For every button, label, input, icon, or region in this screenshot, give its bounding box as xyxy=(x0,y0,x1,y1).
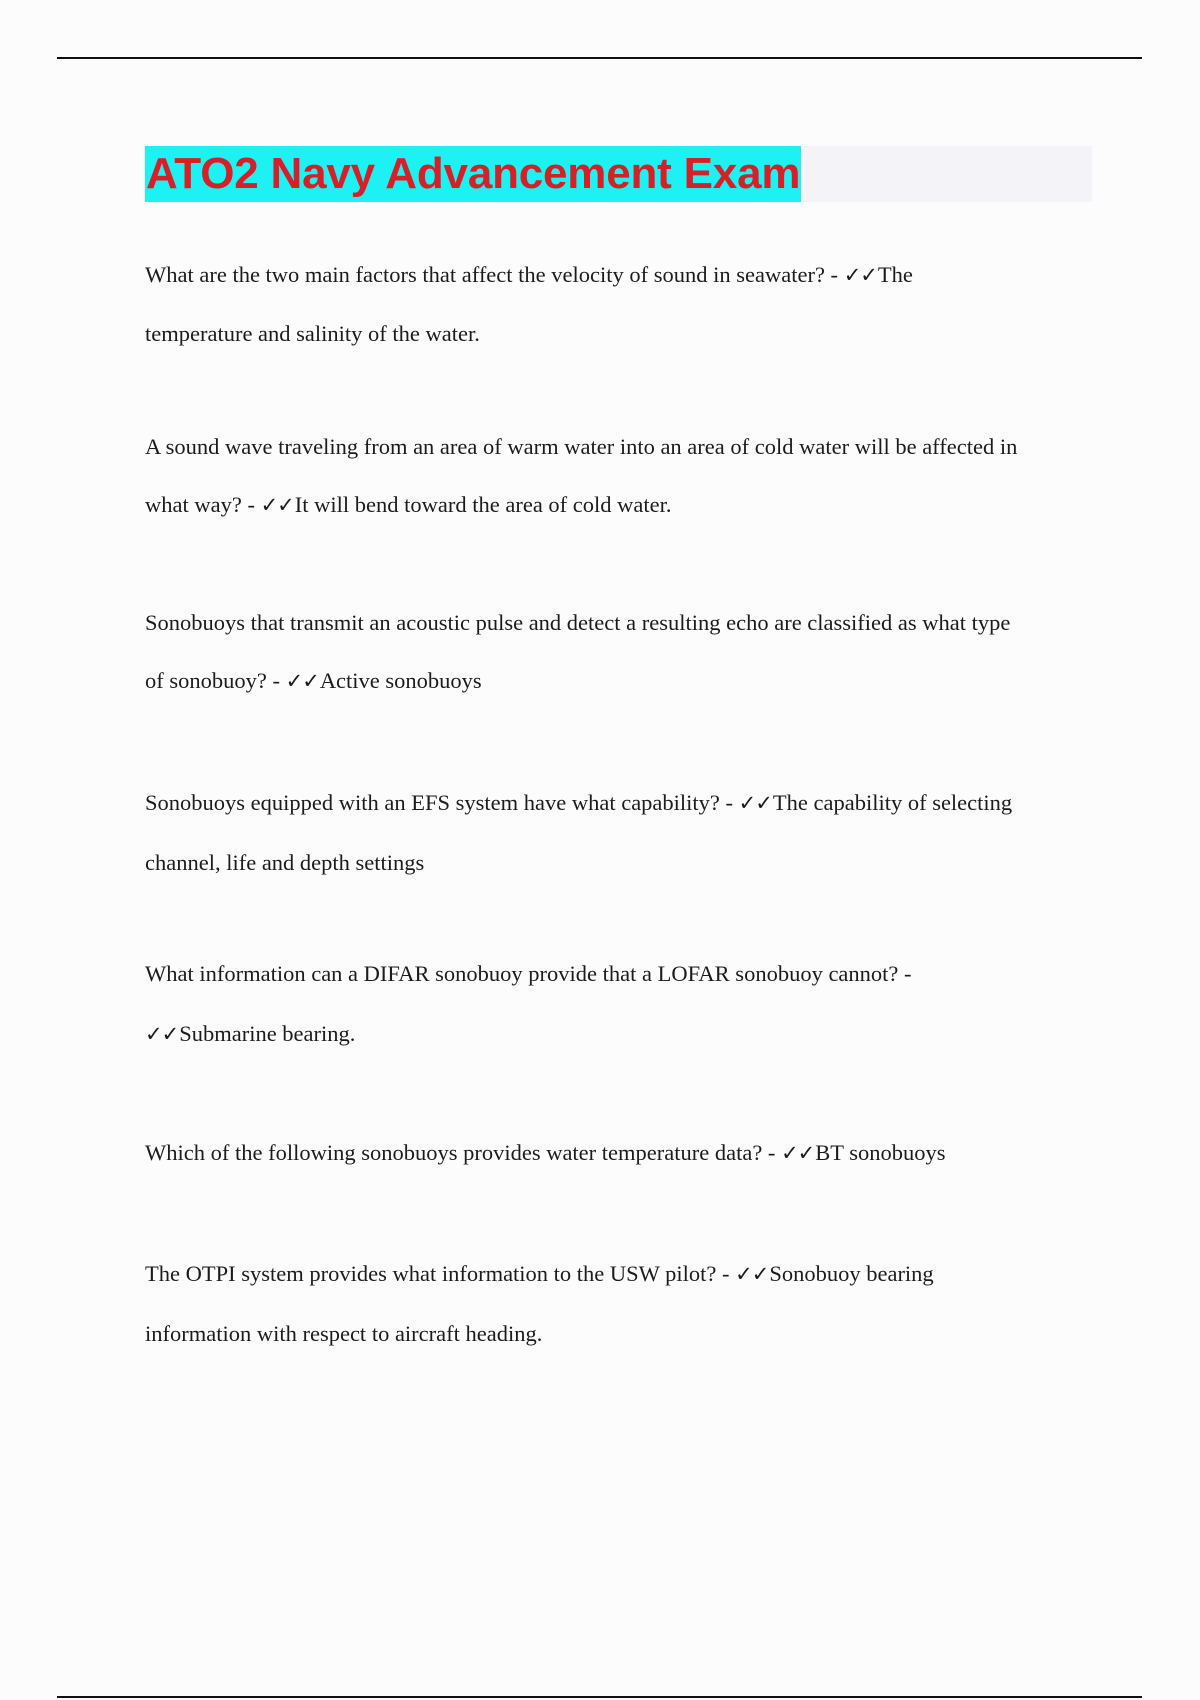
qa-line xyxy=(145,261,913,289)
qa-line xyxy=(145,1020,355,1048)
check-mark-icon: ✓✓ xyxy=(735,1262,769,1286)
check-mark-icon: ✓✓ xyxy=(285,669,319,693)
top-rule xyxy=(57,57,1142,59)
qa-line xyxy=(145,433,1017,461)
qa-line xyxy=(145,1139,946,1167)
question-text: what way? - xyxy=(145,492,255,517)
qa-line xyxy=(145,667,482,695)
answer-text: BT sonobuoys xyxy=(815,1140,946,1165)
qa-line xyxy=(145,1320,542,1348)
qa-line xyxy=(145,609,1010,637)
answer-text: The xyxy=(877,262,913,287)
check-mark-icon: ✓✓ xyxy=(738,791,772,815)
qa-line xyxy=(145,789,1012,817)
qa-line xyxy=(145,320,480,348)
title-highlight xyxy=(145,146,801,202)
check-mark-icon: ✓✓ xyxy=(260,493,294,517)
check-mark-icon: ✓✓ xyxy=(781,1141,815,1165)
qa-line xyxy=(145,960,912,988)
answer-text: temperature and salinity of the water. xyxy=(145,321,480,346)
question-text: What information can a DIFAR sonobuoy provide that a LOFAR sonobuoy cannot? - xyxy=(145,961,912,986)
answer-text: Active sonobuoys xyxy=(319,668,482,693)
question-text: A sound wave traveling from an area of warm water into an area of cold water will be affected in xyxy=(145,434,1018,459)
answer-text: information with respect to aircraft heading. xyxy=(145,1321,543,1346)
qa-line xyxy=(145,491,672,519)
question-text: Sonobuoys that transmit an acoustic pulse and detect a resulting echo are classified as what type xyxy=(145,610,1011,635)
answer-text: Sonobuoy bearing xyxy=(769,1261,934,1286)
question-text: The OTPI system provides what information to the USW pilot? - xyxy=(145,1261,730,1286)
page-title: ATO2 Navy Advancement Exam xyxy=(146,149,801,198)
question-text: What are the two main factors that affect the velocity of sound in seawater? - xyxy=(145,262,839,287)
answer-text: Submarine bearing. xyxy=(179,1021,356,1046)
question-text: Which of the following sonobuoys provides water temperature data? - xyxy=(145,1140,776,1165)
check-mark-icon: ✓✓ xyxy=(145,1022,179,1046)
bottom-rule xyxy=(57,1696,1142,1698)
check-mark-icon: ✓✓ xyxy=(843,263,877,287)
answer-text: channel, life and depth settings xyxy=(145,850,425,875)
answer-text: It will bend toward the area of cold water. xyxy=(294,492,672,517)
qa-line xyxy=(145,849,424,877)
question-text: of sonobuoy? - xyxy=(145,668,280,693)
qa-line xyxy=(145,1260,934,1288)
answer-text: The capability of selecting xyxy=(772,790,1013,815)
question-text: Sonobuoys equipped with an EFS system have what capability? - xyxy=(145,790,734,815)
